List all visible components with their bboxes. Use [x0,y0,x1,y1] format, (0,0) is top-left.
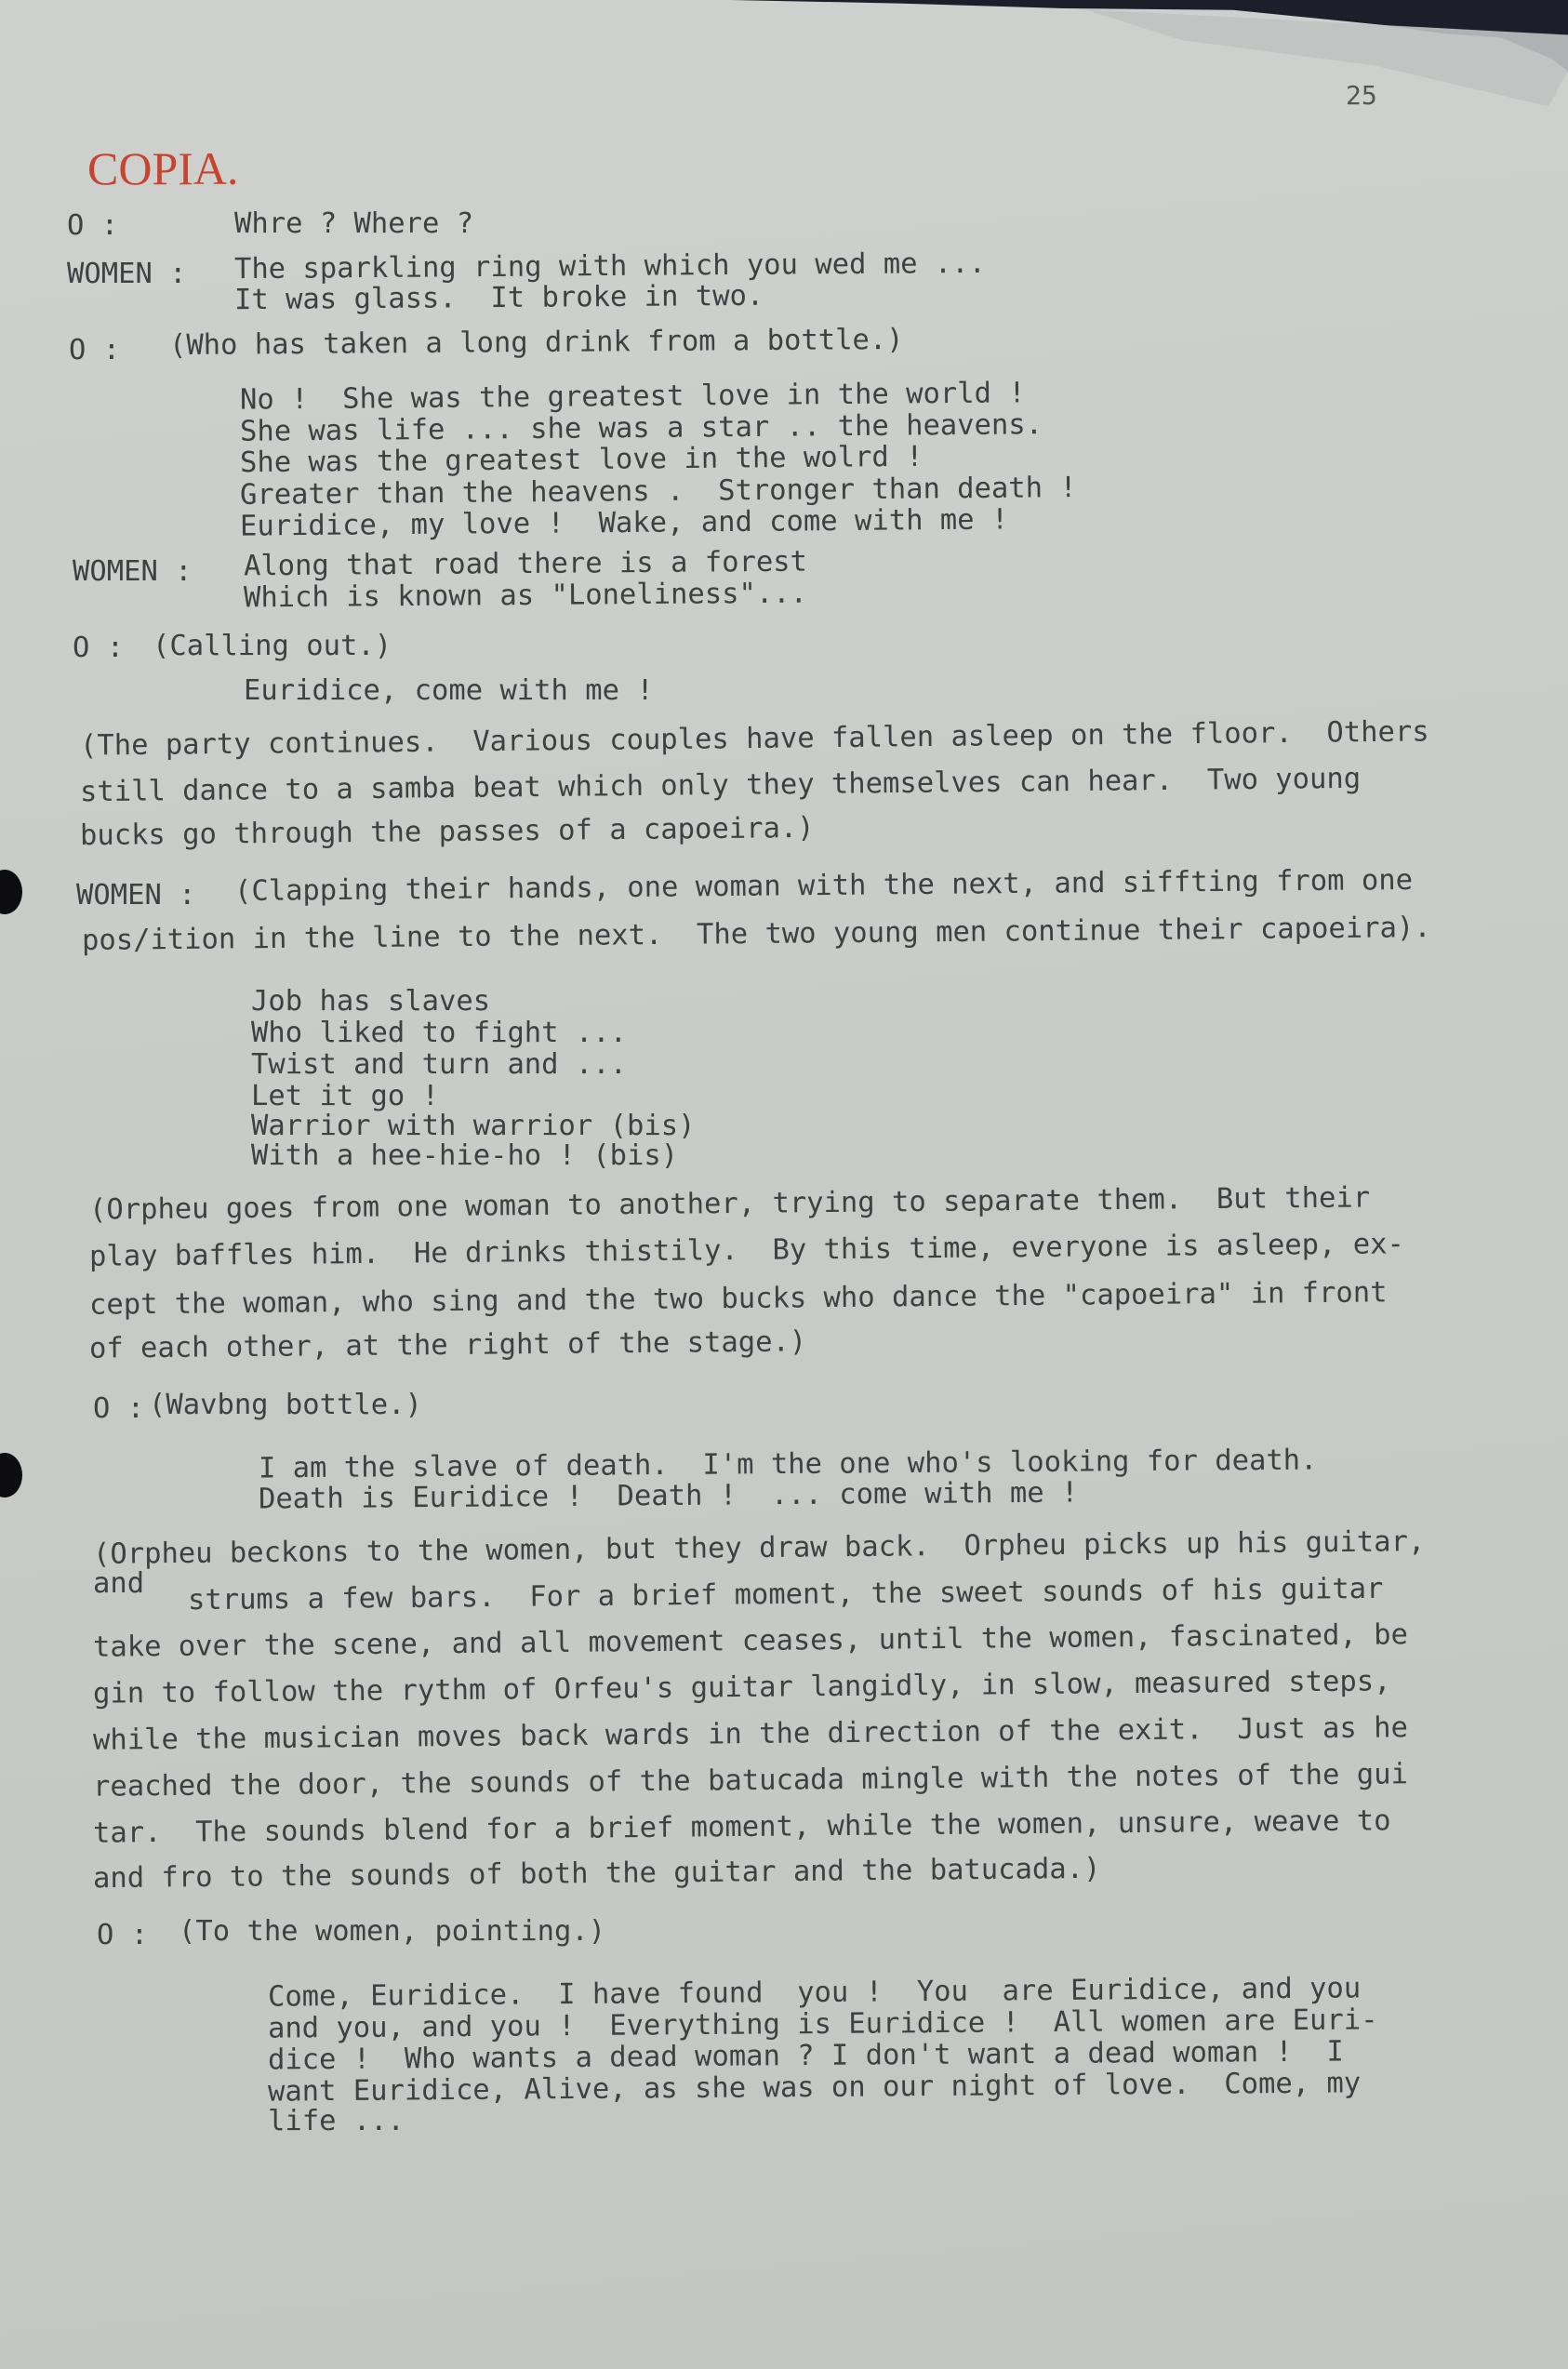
song-line: With a hee-hie-ho ! (bis) [251,1139,679,1172]
speaker-label: O : [69,334,121,366]
stage-direction: bucks go through the passes of a capoeira.) [79,811,815,853]
stage-direction: (Orpheu beckons to the women, but they draw back. Orpheu picks up his guitar, [92,1525,1426,1571]
stage-direction: (Clapping their hands, one woman with the next, and siffting from one [233,863,1414,909]
text-line: It was glass. It broke in two. [233,279,764,317]
text-line: want Euridice, Alive, as she was on our night of love. Come, my [267,2067,1362,2109]
stage-direction: and fro to the sounds of both the guitar and the batucada.) [92,1852,1101,1896]
stage-direction: cept the woman, who sing and the two bucks who dance the "capoeira" in front [88,1276,1388,1322]
stage-direction: (To the women, pointing.) [179,1915,606,1948]
stage-direction: while the musician moves back wards in the direction of the exit. Just as he [92,1711,1409,1757]
stage-direction: gin to follow the rythm of Orfeu's guitar langidly, in slow, measured steps, [92,1665,1391,1710]
stage-direction: pos/ition in the line to the next. The two young men continue their capoeira). [81,912,1431,957]
stage-direction: and [93,1567,145,1600]
text-line: Euridice, come with me ! [244,674,654,707]
speaker-label: O : [73,632,125,664]
song-line: Let it go ! [251,1080,439,1112]
text-line: Greater than the heavens . Stronger than death ! [239,472,1077,512]
page-number: 25 [1346,80,1377,111]
stage-direction: play baffles him. He drinks thistily. By this time, everyone is asleep, ex- [88,1228,1405,1273]
punch-hole-icon [0,870,22,914]
stage-direction: (The party continues. Various couples have fallen asleep on the floor. Others [79,715,1429,763]
text-line: Death is Euridice ! Death ! ... come with me ! [258,1476,1079,1516]
stage-direction: reached the door, the sounds of the batucada mingle with the notes of the gui [92,1758,1409,1803]
stage-direction: of each other, at the right of the stage.) [88,1325,807,1365]
speaker-label: O : [67,209,119,242]
text-line: Come, Euridice. I have found you ! You are Euridice, and you [267,1972,1362,2014]
copia-stamp: COPIA. [87,142,239,194]
punch-hole-icon [0,1453,22,1497]
text-line: The sparkling ring with which you wed me ... [233,246,987,286]
speaker-label: O : [93,1392,145,1425]
speaker-label: WOMEN : [67,258,187,290]
stage-direction: (Orpheu goes from one woman to another, trying to separate them. But their [88,1181,1371,1227]
song-line: Warrior with warrior (bis) [251,1110,696,1142]
text-line: and you, and you ! Everything is Euridice ! All women are Euri- [267,2003,1378,2045]
text-line: She was the greatest love in the wolrd ! [239,440,924,480]
text-line: Which is known as "Loneliness"... [243,577,808,615]
speaker-label: WOMEN : [73,555,193,588]
song-line: Twist and turn and ... [251,1048,627,1081]
text-line: dice ! Who wants a dead woman ? I don't want a dead woman ! I [267,2035,1344,2077]
stage-direction: strums a few bars. For a brief moment, the sweet sounds of his guitar [187,1572,1384,1617]
stage-direction: take over the scene, and all movement ceases, until the women, fascinated, be [92,1618,1409,1664]
text-line: No ! She was the greatest love in the world ! [239,377,1026,417]
song-line: Job has slaves [251,985,491,1018]
speaker-label: WOMEN : [76,879,196,912]
text-line: Along that road there is a forest [243,545,808,583]
speaker-label: O : [97,1919,149,1951]
stage-direction: (Wavbng bottle.) [149,1389,422,1421]
text-line: Whre ? Where ? [234,207,474,240]
text-line: She was life ... she was a star .. the heavens. [239,408,1043,448]
stage-direction: (Calling out.) [153,630,392,662]
text-line: Euridice, my love ! Wake, and come with me ! [239,503,1009,543]
stage-direction: tar. The sounds blend for a brief moment, while the women, unsure, weave to [92,1804,1391,1850]
song-line: Who liked to fight ... [251,1017,627,1049]
text-line: life ... [268,2105,405,2137]
text-line: I am the slave of death. I'm the one who's looking for death. [258,1444,1318,1485]
stage-direction: (Who has taken a long drink from a bottle.) [168,323,904,363]
stage-direction: still dance to a samba beat which only they themselves can hear. Two young [79,762,1362,809]
